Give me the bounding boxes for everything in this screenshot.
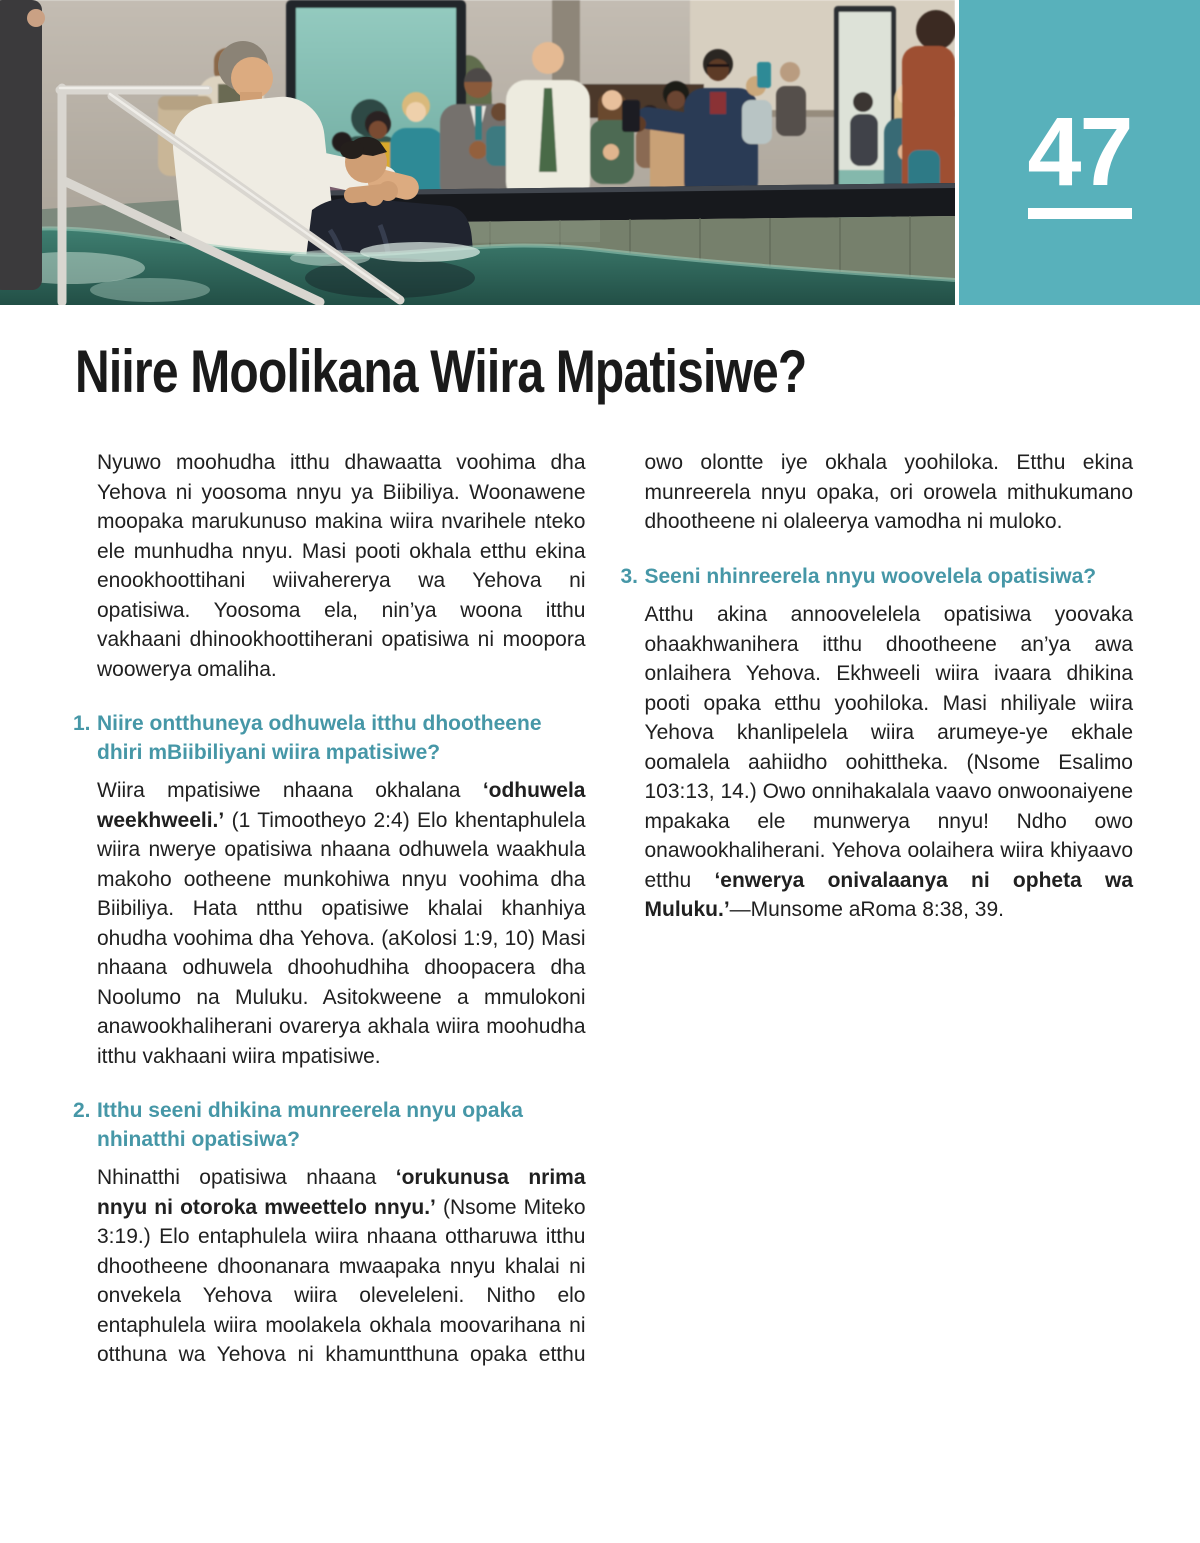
section-3-heading-text: Seeni nhinreerela nnyu woovelela opatisiwa? xyxy=(644,564,1097,588)
section-1-heading xyxy=(73,710,586,767)
baptism-photo-illustration xyxy=(0,0,955,305)
section-3-number: 3. xyxy=(620,564,639,588)
section-1-number: 1. xyxy=(73,712,91,735)
lesson-number-underline xyxy=(1028,208,1132,219)
section-3-paragraph xyxy=(645,600,1134,925)
lesson-number-badge xyxy=(959,0,1200,305)
section-2-number: 2. xyxy=(73,1099,91,1122)
page-title: Niire Moolikana Wiira Mpatisiwe? xyxy=(75,338,807,405)
section-1-text-continued: (1 Timootheyo 2:4) Elo khentaphulela wiira nwerye opatisiwa nhaana odhuwela waakhula makoho ootheene munkohiwa nnyu voohima dha Biibiliya. Hata ntthu opatisiwe khalai khanhiya ohudha voohima dha Yehova. (aKolosi 1:9, 10) Masi nhaana odhuwela dhoohudhiha dhoopacera dha Noolumo na Muluku. Asitokweene a mmulokoni anawookhaliherani ovarerya akhala wiira moohudha itthu vakhaani wiira mpatisiwe. xyxy=(97,808,586,1068)
section-2-heading xyxy=(73,1097,586,1154)
section-3-scripture-quote: ‘enwerya onivalaanya ni opheta wa Muluku.’ xyxy=(644,868,1134,921)
section-2-scripture-quote: ‘orukunusa nrima nnyu ni otoroka mweettelo nnyu.’ xyxy=(97,1166,586,1219)
section-1-paragraph xyxy=(97,776,586,1071)
section-3-heading xyxy=(620,563,1134,592)
foreground-observer xyxy=(0,0,45,290)
section-1-scripture-quote: ‘odhuwela weekhweeli.’ xyxy=(97,779,586,832)
section-2-text: Nhinatthi opatisiwa nhaana xyxy=(97,1166,396,1189)
section-1-heading-text: Niire ontthuneya odhuwela itthu dhootheene dhiri mBiibiliyani wiira mpatisiwe? xyxy=(97,712,542,764)
section-2-text-continued: (Nsome Miteko 3:19.) Elo entaphulela wiira nhaana ottharuwa itthu dhootheene dhoonanara mwaapaka nnyu khalai ni onvekela Yehova wiira oleveleleni. Nitho elo entaphulela wiira moolakela okhala moovarihana ni otthuna wa Yehova ni khamuntthuna opaka etthu owo olontte iye okhala yoohiloka. Etthu ekina munreerela nnyu opaka, ori orowela mithukumano dhootheene ni olaleerya vamodha ni muloko. xyxy=(97,451,1133,1366)
section-1-text: Wiira mpatisiwe nhaana okhalana xyxy=(97,779,483,802)
baptism-photo xyxy=(0,0,955,305)
article-columns xyxy=(75,448,1133,1388)
section-3-text: Atthu akina annoovelelela opatisiwa yoovaka ohaakhwanihera itthu dhootheene an’ya awa onlaihera Yehova. Ekhweeli wiira ivaara dhikina pooti opaka etthu yoohiloka. Masi nhiliyale wiira Yehova khanlipelela wiira arumeye-ye ekhale oomalela aahiidho oohittheka. (Nsome Esalimo 103:13, 14.) Owo onnihakalala vaavo onwoonaiyene mpakaka ele munwerya nnyu! Ndho owo onawookhaliherani. Yehova oolaihera wiira khiyaavo etthu xyxy=(644,603,1133,892)
lesson-number: 47 xyxy=(1027,96,1132,206)
section-2-heading-text: Itthu seeni dhikina munreerela nnyu opaka nhinatthi opatisiwa? xyxy=(97,1099,523,1151)
section-3-text-continued: —Munsome aRoma 8:38, 39. xyxy=(729,898,1004,921)
intro-paragraph: Nyuwo moohudha itthu dhawaatta voohima dha Yehova ni yoosoma nnyu ya Biibiliya. Woonawene moopaka marukunuso makina wiira nvarihele nteko ele munhudha nnyu. Masi pooti okhala etthu ekina enookhoottihani wiivahererya wa Yehova ni opatisiwa. Yoosoma ela, nin’ya woona itthu vakhaani dhinookhoottiherani opatisiwa ni moopora woowerya omaliha. xyxy=(97,451,586,681)
